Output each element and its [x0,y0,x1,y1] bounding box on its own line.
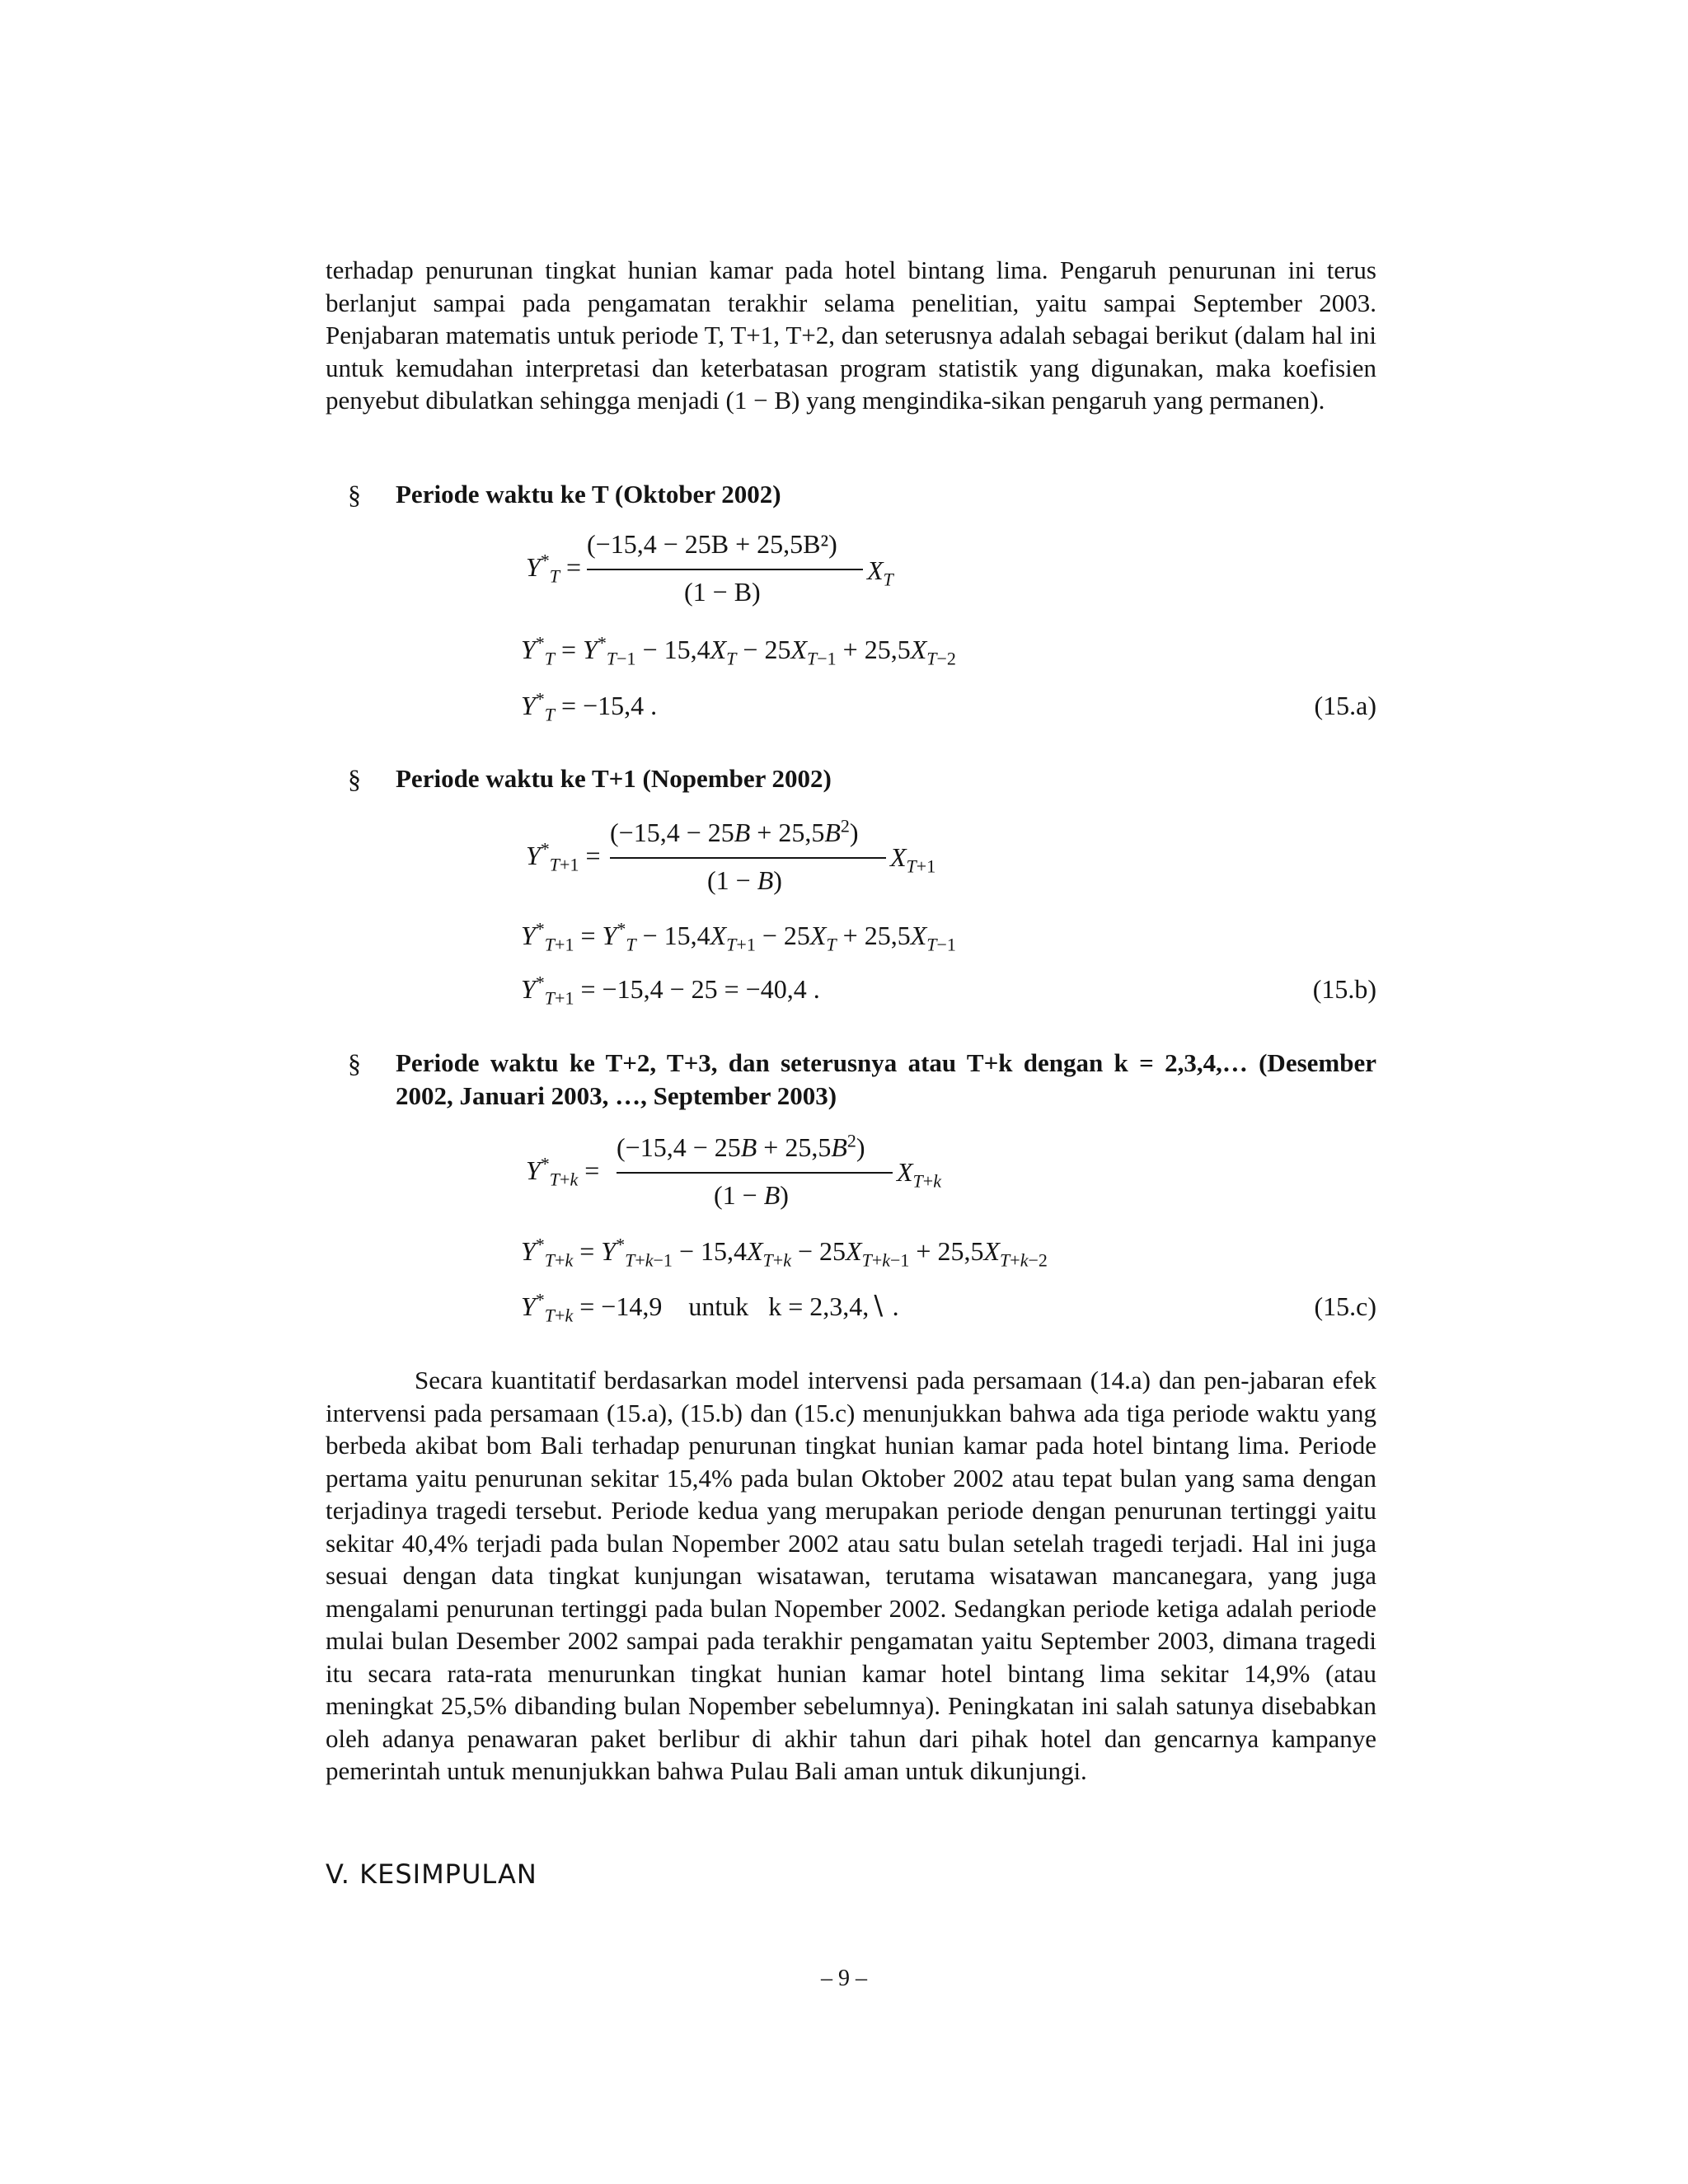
body-paragraph: Secara kuantitatif berdasarkan model intervensi pada persamaan (14.a) dan pen-jabaran efek intervensi pada persamaan (15.a), (15.b) dan (15.c) menunjukkan bahwa ada tiga periode waktu yang berbeda akibat bom Bali terhadap penurunan tingkat hunian kamar pada hotel bintang lima. Periode pertama yaitu penurunan sekitar 15,4% pada bulan Oktober 2002 atau tepat bulan yang sama dengan terjadinya tragedi tersebut. Periode kedua yang merupakan periode dengan penurunan tertinggi yaitu sekitar 40,4% terjadi pada bulan Nopember 2002 atau satu bulan setelah tragedi terjadi. Hal ini juga sesuai dengan data tingkat kunjungan wisatawan, terutama wisatawan mancanegara, yang juga mengalami penurunan tertinggi pada bulan Nopember 2002. Sedangkan periode ketiga adalah periode mulai bulan Desember 2002 sampai pada terakhir pengamatan yaitu September 2003, dimana tragedi itu secara rata-rata menurunkan tingkat hunian kamar hotel bintang lima sekitar 14,9% (atau meningkat 25,5% dibanding bulan Nopember sebelumnya). Peningkatan ini salah satunya disebabkan oleh adanya penawaran paket berlibur di akhir tahun dari pihak hotel dan gencarnya kampanye pemerintah untuk menunjukkan bahwa Pulau Bali aman untuk dikunjungi. [326,1366,1376,1785]
eq-15a-1-numerator: (−15,4 − 25B + 25,5B²) [587,529,837,559]
eq-15a-2: $Y^*_T = Y^*_{T-1} - 15,4X_T - 25X_{T-1} + 25,5X_{T-2}$ [521,632,956,669]
eq-15b-1-numerator: $(-15,4 - 25B + 25,5B^2)$ [610,815,859,847]
bullet-symbol: § [348,1048,361,1078]
intro-paragraph: terhadap penurunan tingkat hunian kamar pada hotel bintang lima. Pengaruh penurunan ini terus berlanjut sampai pada pengamatan terakhir selama penelitian, yaitu sampai September 2003. Penjabaran matematis untuk periode T, T+1, T+2, dan seterusnya adalah sebagai berikut (dalam hal ini untuk kemudahan interpretasi dan keterbatasan program statistik yang digunakan, maka koefisien penyebut dibulatkan sehingga menjadi (1 − B) yang mengindika-sikan pengaruh yang permanen). [326,255,1376,415]
section-heading-tk: Periode waktu ke T+2, T+3, dan seterusnya atau T+k dengan k = 2,3,4,… (Desember 2002, Januari 2003, …, September 2003) [396,1048,1376,1110]
eq-15c-1-lhs: $Y^*_{T+k}$ = [526,1153,600,1190]
eq-15a-1-denominator: (1 − B) [684,577,761,607]
bullet-symbol: § [348,764,361,794]
fraction-bar [617,1172,893,1174]
eq-15c-1-denominator: (1 − B) [714,1180,789,1210]
bullet-symbol: § [348,480,361,509]
section-heading-t1: Periode waktu ke T+1 (Nopember 2002) [396,764,832,793]
section-title: V. KESIMPULAN [326,1858,537,1890]
page-number: – 9 – [821,1966,867,1991]
eq-15c-3: $Y^*_{T+k} = -14,9$ untuk k = 2,3,4,∖ . [521,1289,899,1326]
eq-15a-1-rhs: $X_T$ [867,555,893,590]
eq-15b-1-rhs: $X_{T+1}$ [890,842,936,877]
equation-number-15b: (15.b) [1312,974,1376,1004]
eq-15c-2: $Y^*_{T+k} = Y^*_{T+k-1} - 15,4X_{T+k} - 25X_{T+k-1} + 25,5X_{T+k-2}$ [521,1234,1048,1271]
eq-15c-1-rhs: $X_{T+k}$ [897,1157,941,1192]
eq-15a-1-lhs: $Y^*_T$ = [526,550,582,587]
equation-number-15a: (15.a) [1314,691,1376,720]
fraction-bar [587,569,863,570]
eq-15a-3: $Y^*_T = -15,4$ . [521,688,658,725]
eq-15b-1-lhs: $Y^*_{T+1}$ = [526,838,601,875]
eq-15c-1-numerator: $(-15,4 - 25B + 25,5B^2)$ [617,1130,865,1162]
eq-15b-3: $Y^*_{T+1} = -15,4 - 25 = -40,4$ . [521,972,820,1009]
equation-number-15c: (15.c) [1314,1291,1376,1321]
fraction-bar [610,857,886,859]
eq-15b-2: $Y^*_{T+1} = Y^*_T - 15,4X_{T+1} - 25X_T + 25,5X_{T-1}$ [521,918,956,955]
eq-15b-1-denominator: (1 − B) [707,865,782,895]
section-heading-t: Periode waktu ke T (Oktober 2002) [396,480,781,509]
